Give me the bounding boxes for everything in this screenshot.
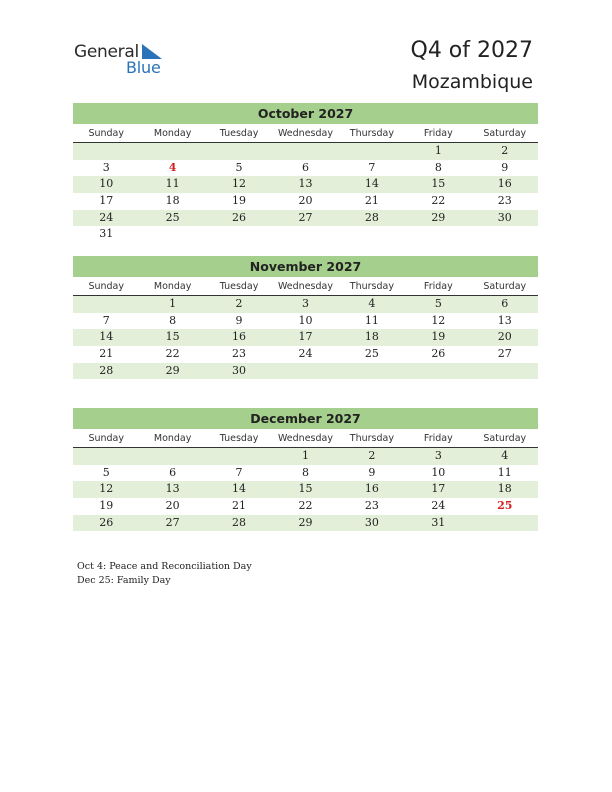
day-cell: 19: [431, 330, 446, 344]
day-cell: 23: [364, 499, 379, 513]
day-cell: 22: [298, 499, 313, 513]
day-cell: 12: [232, 177, 247, 191]
weekday-header-row: [73, 279, 538, 296]
day-cell: 9: [368, 465, 376, 479]
day-cell: 30: [497, 210, 512, 224]
week-row: [73, 448, 538, 465]
week-row: [73, 176, 538, 193]
week-row: [73, 193, 538, 210]
day-cell: 2: [235, 297, 243, 310]
day-cell: 7: [235, 465, 243, 479]
day-cell: [272, 226, 338, 243]
day-cell: [73, 296, 139, 313]
month-title: December 2027: [73, 408, 538, 429]
month-november: [73, 256, 538, 379]
day-cell: 30: [232, 363, 247, 377]
day-cell: 17: [99, 194, 114, 208]
weekday-label: Saturday: [483, 281, 527, 292]
day-cell: 12: [99, 482, 114, 496]
country-name: Mozambique: [411, 71, 533, 93]
weekday-label: Saturday: [483, 433, 527, 444]
day-cell: 23: [497, 194, 512, 208]
day-cell: 15: [165, 330, 180, 344]
day-cell: 21: [232, 499, 247, 513]
day-cell: 2: [368, 449, 376, 462]
day-cell: [405, 226, 471, 243]
weekday-label: Saturday: [483, 128, 527, 139]
day-cell: 7: [368, 160, 376, 174]
day-cell: 28: [364, 210, 379, 224]
day-cell: 9: [235, 313, 243, 327]
day-cell: 22: [165, 347, 180, 361]
day-cell: 10: [431, 465, 446, 479]
weekday-label: Thursday: [349, 433, 394, 444]
day-cell: 26: [232, 210, 247, 224]
weekday-label: Friday: [423, 281, 453, 292]
day-cell: 12: [431, 313, 446, 327]
day-cell: 17: [431, 482, 446, 496]
day-cell: [472, 515, 538, 532]
day-cell: [472, 363, 538, 380]
day-cell: 23: [232, 347, 247, 361]
weekday-label: Tuesday: [219, 433, 259, 444]
day-cell: 21: [364, 194, 379, 208]
day-cell: 27: [497, 347, 512, 361]
day-cell: 4: [368, 297, 376, 310]
day-cell: 1: [169, 297, 177, 310]
day-cell: 4: [501, 449, 509, 462]
day-cell: 19: [99, 499, 114, 513]
weekday-header-row: [73, 431, 538, 448]
day-cell: 17: [298, 330, 313, 344]
week-row: [73, 296, 538, 313]
logo-general-text: General: [74, 42, 139, 62]
day-cell: [339, 143, 405, 160]
day-cell: 29: [165, 363, 180, 377]
day-cell: 10: [298, 313, 313, 327]
day-cell: 11: [364, 313, 379, 327]
holiday-note: Dec 25: Family Day: [77, 575, 171, 586]
week-row: [73, 498, 538, 515]
day-cell: 9: [501, 160, 509, 174]
day-cell: 7: [102, 313, 110, 327]
weekday-label: Monday: [153, 281, 192, 292]
day-cell: 24: [431, 499, 446, 513]
weekday-label: Thursday: [349, 128, 394, 139]
day-cell: 6: [169, 465, 177, 479]
day-cell: 18: [364, 330, 379, 344]
holiday-day-cell: 4: [168, 160, 177, 174]
week-row: [73, 329, 538, 346]
day-cell: 29: [431, 210, 446, 224]
day-cell: 21: [99, 347, 114, 361]
week-row: [73, 363, 538, 380]
week-row: [73, 226, 538, 243]
day-cell: 28: [232, 515, 247, 529]
day-cell: [206, 226, 272, 243]
day-cell: [272, 363, 338, 380]
day-cell: 20: [497, 330, 512, 344]
day-cell: [139, 226, 205, 243]
weekday-label: Tuesday: [219, 281, 259, 292]
weekday-label: Sunday: [88, 128, 124, 139]
weekday-label: Thursday: [349, 281, 394, 292]
month-october: [73, 103, 538, 243]
holiday-day-cell: 25: [497, 499, 513, 513]
day-cell: [272, 143, 338, 160]
day-cell: [139, 448, 205, 465]
day-cell: 11: [165, 177, 180, 191]
day-cell: [73, 143, 139, 160]
logo-blue-text: Blue: [126, 58, 161, 77]
day-cell: [206, 143, 272, 160]
week-row: [73, 313, 538, 330]
day-cell: 31: [99, 227, 114, 241]
day-cell: 20: [165, 499, 180, 513]
page-title: Q4 of 2027: [410, 38, 533, 63]
day-cell: 8: [169, 313, 177, 327]
weekday-label: Tuesday: [219, 128, 259, 139]
day-cell: [139, 143, 205, 160]
day-cell: 11: [497, 465, 512, 479]
month-december: [73, 408, 538, 531]
day-cell: 18: [165, 194, 180, 208]
day-cell: 31: [431, 515, 446, 529]
weekday-label: Monday: [153, 128, 192, 139]
day-cell: [73, 448, 139, 465]
day-cell: 22: [431, 194, 446, 208]
day-cell: 6: [501, 297, 509, 310]
week-row: [73, 210, 538, 227]
day-cell: 3: [434, 449, 442, 462]
day-cell: 13: [298, 177, 313, 191]
week-row: [73, 160, 538, 177]
day-cell: 30: [364, 515, 379, 529]
month-title: October 2027: [73, 103, 538, 124]
day-cell: 2: [501, 144, 509, 157]
day-cell: 16: [497, 177, 512, 191]
holiday-note: Oct 4: Peace and Reconciliation Day: [77, 561, 252, 572]
day-cell: 15: [298, 482, 313, 496]
day-cell: 3: [301, 297, 309, 310]
day-cell: 6: [301, 160, 309, 174]
week-row: [73, 515, 538, 532]
holiday-notes: [77, 560, 252, 588]
day-cell: 28: [99, 363, 114, 377]
day-cell: 10: [99, 177, 114, 191]
week-row: [73, 346, 538, 363]
day-cell: 14: [232, 482, 247, 496]
week-row: [73, 481, 538, 498]
month-title: November 2027: [73, 256, 538, 277]
day-cell: 27: [298, 210, 313, 224]
day-cell: 5: [102, 465, 110, 479]
day-cell: 27: [165, 515, 180, 529]
weekday-label: Friday: [423, 433, 453, 444]
weekday-label: Sunday: [88, 433, 124, 444]
day-cell: 26: [99, 515, 114, 529]
day-cell: 5: [434, 297, 442, 310]
day-cell: 25: [165, 210, 180, 224]
day-cell: 20: [298, 194, 313, 208]
day-cell: 29: [298, 515, 313, 529]
day-cell: 25: [364, 347, 379, 361]
day-cell: 5: [235, 160, 243, 174]
weekday-label: Monday: [153, 433, 192, 444]
day-cell: 19: [232, 194, 247, 208]
day-cell: 1: [434, 144, 442, 157]
day-cell: 14: [364, 177, 379, 191]
weekday-label: Friday: [423, 128, 453, 139]
day-cell: 13: [497, 313, 512, 327]
day-cell: 13: [165, 482, 180, 496]
day-cell: 3: [102, 160, 110, 174]
day-cell: [472, 226, 538, 243]
day-cell: 24: [99, 210, 114, 224]
weekday-label: Wednesday: [277, 433, 333, 444]
weekday-label: Wednesday: [277, 128, 333, 139]
logo: [74, 42, 184, 78]
day-cell: 14: [99, 330, 114, 344]
weekday-label: Wednesday: [277, 281, 333, 292]
day-cell: 1: [301, 449, 309, 462]
day-cell: [339, 226, 405, 243]
day-cell: 15: [431, 177, 446, 191]
day-cell: [339, 363, 405, 380]
weekday-label: Sunday: [88, 281, 124, 292]
day-cell: [206, 448, 272, 465]
day-cell: 16: [364, 482, 379, 496]
day-cell: 8: [434, 160, 442, 174]
day-cell: 16: [232, 330, 247, 344]
week-row: [73, 465, 538, 482]
day-cell: 8: [301, 465, 309, 479]
day-cell: 24: [298, 347, 313, 361]
day-cell: [405, 363, 471, 380]
week-row: [73, 143, 538, 160]
day-cell: 18: [497, 482, 512, 496]
day-cell: 26: [431, 347, 446, 361]
weekday-header-row: [73, 126, 538, 143]
